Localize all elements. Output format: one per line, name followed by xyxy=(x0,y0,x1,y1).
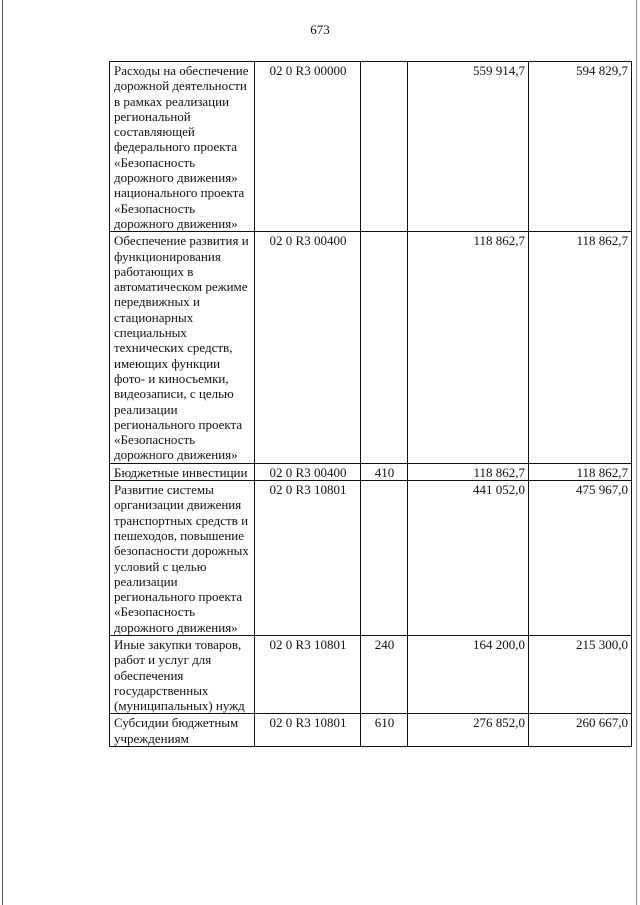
cell-amount-year1: 118 862,7 xyxy=(408,232,529,463)
cell-code: 02 0 R3 00000 xyxy=(255,62,361,232)
cell-expense-type: 610 xyxy=(361,714,408,747)
cell-amount-year1: 276 852,0 xyxy=(408,714,529,747)
cell-name: Расходы на обеспечение дорожной деятельности в рамках реализации региональной составляющей федерального проекта «Безопасность дорожного движения» национального проекта «Безопасность дорожного движения» xyxy=(110,62,255,232)
cell-amount-year1: 118 862,7 xyxy=(408,463,529,480)
scan-edge-right xyxy=(636,0,637,905)
page-number: 673 xyxy=(310,22,330,37)
cell-name: Обеспечение развития и функционирования работающих в автоматическом режиме передвижных и стационарных специальных технических средств, имеющих функции фото- и киносъемки, видеозаписи, с целью реализации регионального проекта «Безопасность дорожного движения» xyxy=(110,232,255,463)
cell-amount-year2: 118 862,7 xyxy=(529,463,632,480)
cell-expense-type xyxy=(361,62,408,232)
cell-amount-year2: 118 862,7 xyxy=(529,232,632,463)
cell-expense-type xyxy=(361,232,408,463)
cell-name: Иные закупки товаров, работ и услуг для обеспечения государственных (муниципальных) нужд xyxy=(110,635,255,713)
cell-name: Бюджетные инвестиции xyxy=(110,463,255,480)
cell-amount-year1: 559 914,7 xyxy=(408,62,529,232)
cell-code: 02 0 R3 10801 xyxy=(255,481,361,636)
table-row xyxy=(110,232,632,463)
cell-amount-year2: 260 667,0 xyxy=(529,714,632,747)
table-row xyxy=(110,635,632,713)
cell-code: 02 0 R3 10801 xyxy=(255,635,361,713)
cell-amount-year1: 164 200,0 xyxy=(408,635,529,713)
cell-expense-type xyxy=(361,481,408,636)
cell-amount-year2: 594 829,7 xyxy=(529,62,632,232)
cell-expense-type: 240 xyxy=(361,635,408,713)
cell-amount-year2: 475 967,0 xyxy=(529,481,632,636)
table-row xyxy=(110,62,632,232)
scan-edge-left xyxy=(2,0,3,905)
table-row xyxy=(110,481,632,636)
cell-amount-year1: 441 052,0 xyxy=(408,481,529,636)
cell-code: 02 0 R3 00400 xyxy=(255,232,361,463)
cell-name: Развитие системы организации движения транспортных средств и пешеходов, повышение безопасности дорожных условий с целью реализации регионального проекта «Безопасность дорожного движения» xyxy=(110,481,255,636)
table-row xyxy=(110,714,632,747)
budget-table xyxy=(109,61,632,747)
cell-name: Субсидии бюджетным учреждениям xyxy=(110,714,255,747)
cell-amount-year2: 215 300,0 xyxy=(529,635,632,713)
cell-code: 02 0 R3 10801 xyxy=(255,714,361,747)
cell-code: 02 0 R3 00400 xyxy=(255,463,361,480)
table-row xyxy=(110,463,632,480)
cell-expense-type: 410 xyxy=(361,463,408,480)
